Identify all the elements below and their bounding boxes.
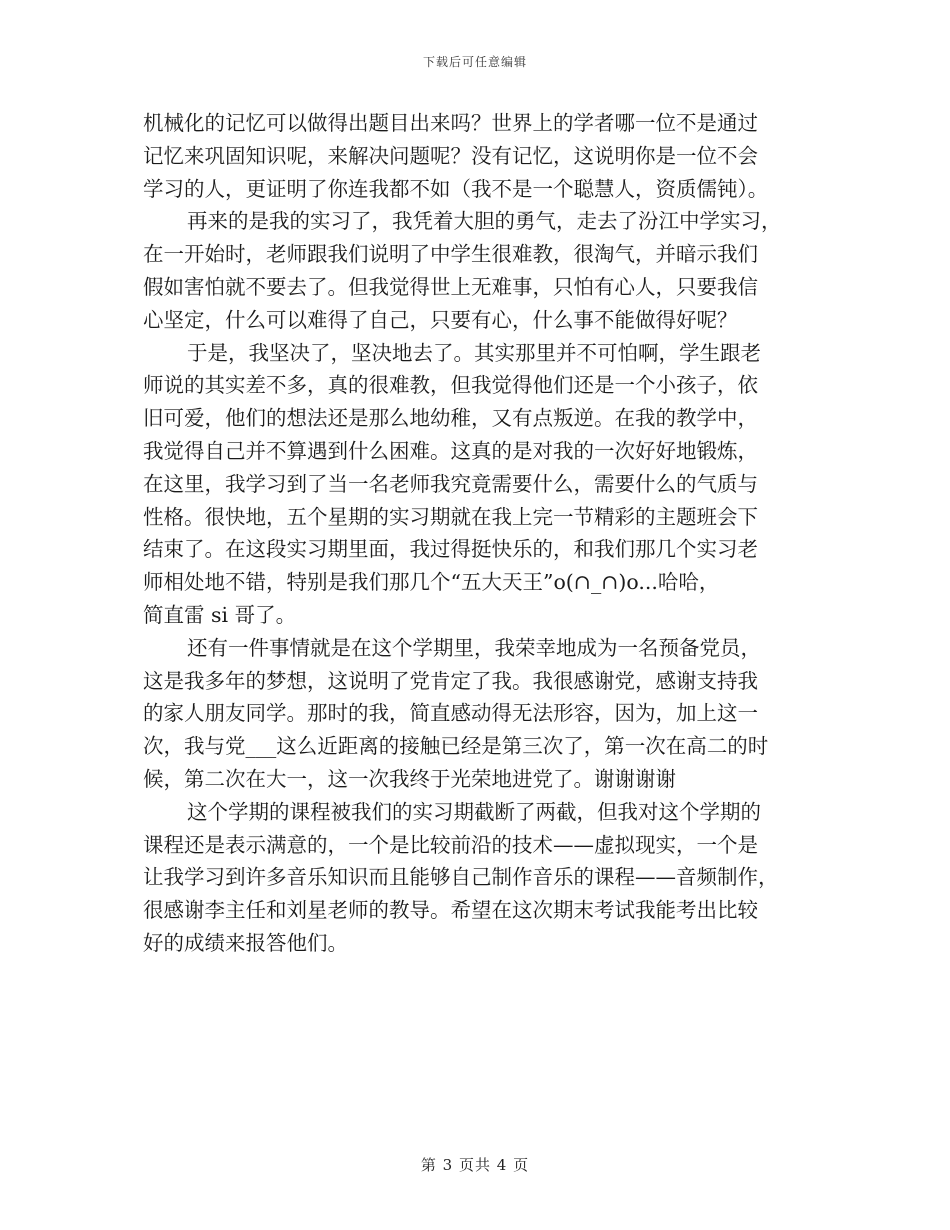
text-line: 机械化的记忆可以做得出题目出来吗？世界上的学者哪一位不是通过 xyxy=(143,111,758,135)
text-line: 假如害怕就不要去了。但我觉得世上无难事，只怕有心人，只要我信 xyxy=(143,274,758,299)
text-line: 心坚定，什么可以难得了自己，只要有心，什么事不能做得好呢？ xyxy=(143,307,738,332)
text-line: 次，我与党___这么近距离的接触已经是第三次了，第一次在高二的时 xyxy=(143,734,769,759)
text-line: 很感谢李主任和刘星老师的教导。希望在这次期末考试我能考出比较 xyxy=(143,898,758,923)
text-line: 在这里，我学习到了当一名老师我究竟需要什么，需要什么的气质与 xyxy=(143,471,758,496)
text-line: 课程还是表示满意的，一个是比较前沿的技术——虚拟现实，一个是 xyxy=(143,832,758,857)
text-line: 让我学习到许多音乐知识而且能够自己制作音乐的课程——音频制作， xyxy=(143,865,779,890)
text-line: 旧可爱，他们的想法还是那么地幼稚，又有点叛逆。在我的教学中， xyxy=(143,406,758,431)
text-line: 在一开始时，老师跟我们说明了中学生很难教，很淘气，并暗示我们 xyxy=(143,242,758,267)
text-line: 这个学期的课程被我们的实习期截断了两截，但我对这个学期的 xyxy=(187,799,761,824)
text-line: 于是，我坚决了，坚决地去了。其实那里并不可怕啊，学生跟老 xyxy=(187,340,761,365)
text-line: 记忆来巩固知识呢，来解决问题呢？没有记忆，这说明你是一位不会 xyxy=(143,143,758,168)
text-line: 性格。很快地，五个星期的实习期就在我上完一节精彩的主题班会下 xyxy=(143,504,758,529)
paragraph xyxy=(143,632,811,796)
text-line: 还有一件事情就是在这个学期里，我荣幸地成为一名预备党员， xyxy=(187,635,761,660)
text-line: 再来的是我的实习了，我凭着大胆的勇气，走去了汾江中学实习， xyxy=(187,209,782,234)
paragraph xyxy=(143,205,811,336)
paragraph xyxy=(143,796,811,960)
text-line: 我觉得自己并不算遇到什么困难。这真的是对我的一次好好地锻炼， xyxy=(143,438,758,463)
text-line: 这是我多年的梦想，这说明了党肯定了我。我很感谢党，感谢支持我 xyxy=(143,668,758,693)
paragraph xyxy=(143,107,811,205)
text-line: 好的成绩来报答他们。 xyxy=(143,930,348,955)
text-line: 师相处地不错，特别是我们那几个“五大天王”o(∩_∩)o...哈哈， xyxy=(143,570,720,595)
page-header: 下载后可任意编辑 xyxy=(422,55,527,69)
text-line: 结束了。在这段实习期里面，我过得挺快乐的，和我们那几个实习老 xyxy=(143,537,758,562)
page-number: 第 3 页共 4 页 xyxy=(420,1156,530,1174)
paragraph xyxy=(143,337,811,632)
text-line: 候，第二次在大一，这一次我终于光荣地进党了。谢谢谢谢 xyxy=(143,766,676,791)
text-line: 师说的其实差不多，真的很难教，但我觉得他们还是一个小孩子，依 xyxy=(143,373,758,398)
document-body xyxy=(143,107,811,960)
text-line: 的家人朋友同学。那时的我，简直感动得无法形容，因为，加上这一 xyxy=(143,701,758,726)
text-line: 简直雷 si 哥了。 xyxy=(143,602,297,627)
text-line: 学习的人，更证明了你连我都不如（我不是一个聪慧人，资质儒钝）。 xyxy=(143,176,769,201)
